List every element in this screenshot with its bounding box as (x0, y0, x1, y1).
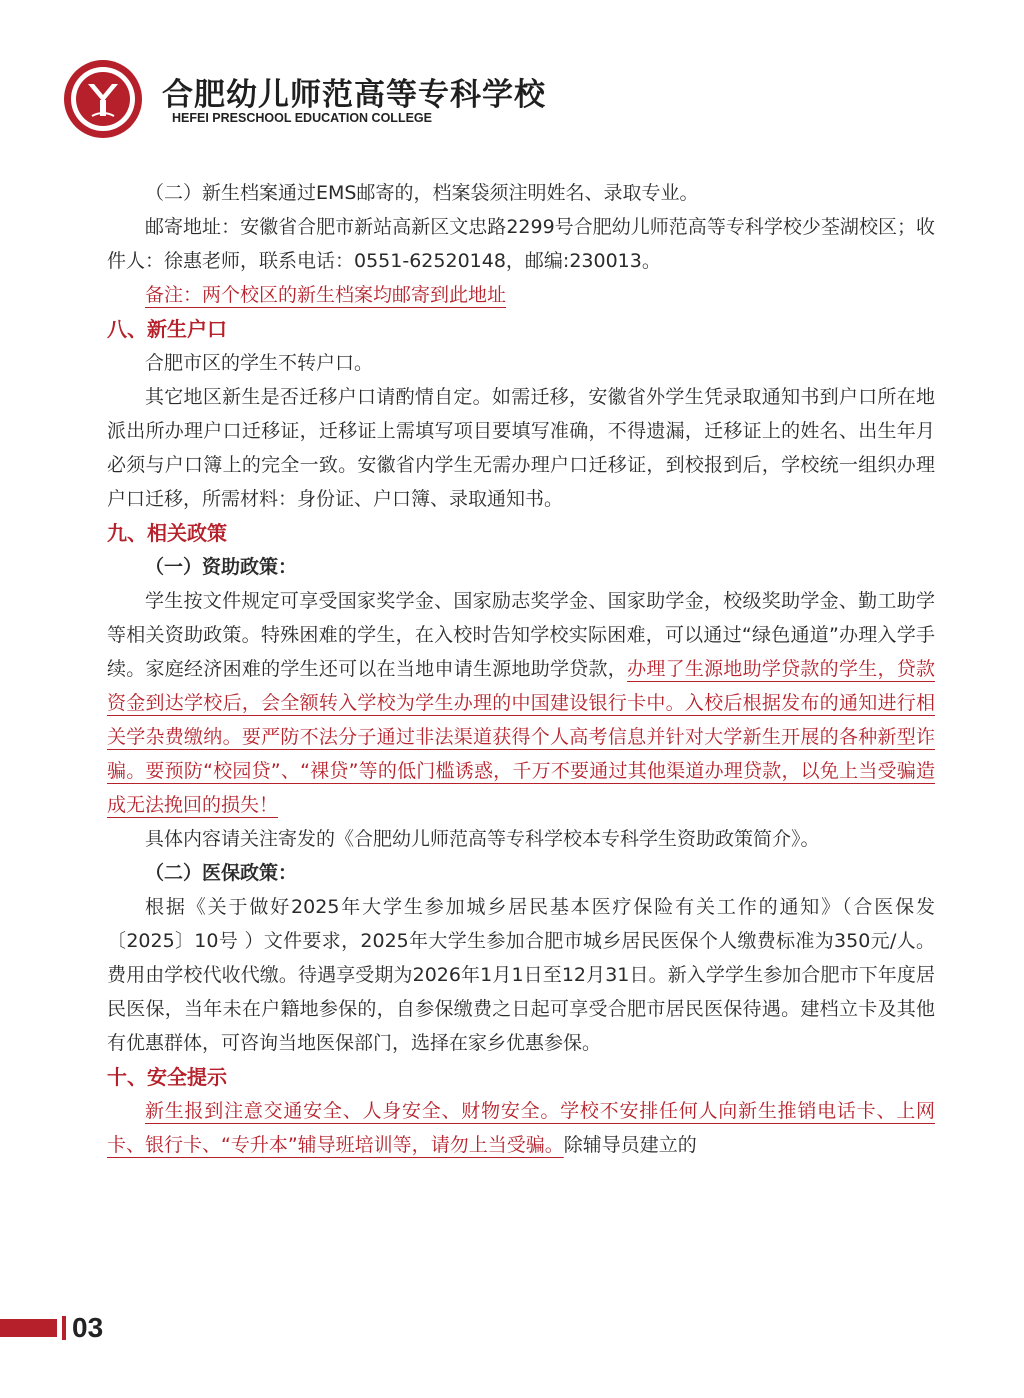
section-9-heading: 九、相关政策 (107, 521, 227, 545)
funding-policy-subheading: （一）资助政策： (145, 556, 298, 578)
note-paragraph (107, 278, 935, 312)
note-text: 备注：两个校区的新生档案均邮寄到此地址 (145, 284, 507, 306)
hukou-paragraph-2: 其它地区新生是否迁移户口请酌情自定。如需迁移，安徽省外学生凭录取通知书到户口所在地派出所办理户口迁移证，迁移证上需填写项目要填写准确，不得遗漏，迁移证上的姓名、出生年月必须与户口簿上的完全一致。安徽省内学生无需办理户口迁移证，到校报到后，学校统一组织办理户口迁移，所需材料：身份证、户口簿、录取通知书。 (107, 386, 935, 510)
school-name-cn: 合肥幼儿师范高等专科学校 (162, 77, 546, 113)
medical-insurance-paragraph: 根据《关于做好2025年大学生参加城乡居民基本医疗保险有关工作的通知》（合医保发〔2025〕10号 ）文件要求，2025年大学生参加合肥市城乡居民医保个人缴费标准为350元/人。费用由学校代收代缴。待遇享受期为2026年1月1日至12月31日。新入学学生参加合肥市下年度居民医保，当年未在户籍地参保的，自参保缴费之日起可享受合肥市居民医保待遇。建档立卡及其他有优惠群体，可咨询当地医保部门，选择在家乡优惠参保。 (107, 896, 935, 1054)
safety-warning-text: 新生报到注意交通安全、人身安全、财物安全。学校不安排任何人向新生推销电话卡、上网卡、银行卡、“专升本”辅导班培训等，请勿上当受骗。 (107, 1100, 935, 1156)
footer-separator (62, 1316, 66, 1340)
safety-continuation-text: 除辅导员建立的 (563, 1134, 697, 1156)
funding-brochure-paragraph: 具体内容请关注寄发的《合肥幼儿师范高等专科学校本专科学生资助政策简介》。 (145, 828, 820, 850)
funding-policy-text: 学生按文件规定可享受国家奖学金、国家励志奖学金、国家助学金，校级奖助学金、勤工助学等相关资助政策。特殊困难的学生，在入校时告知学校实际困难，可以通过“绿色通道”办理入学手续。家庭经济困难的学生还可以在当地申请生源地助学贷款， (107, 590, 935, 680)
medical-insurance-subheading: （二）医保政策： (145, 862, 298, 884)
section-8-heading: 八、新生户口 (107, 317, 227, 341)
safety-paragraph (107, 1094, 935, 1162)
hukou-paragraph-1: 合肥市区的学生不转户口。 (145, 352, 374, 374)
page-header (62, 55, 546, 135)
school-emblem-icon (62, 58, 144, 140)
footer-accent-bar (0, 1319, 57, 1337)
mailing-address-paragraph: 邮寄地址：安徽省合肥市新站高新区文忠路2299号合肥幼儿师范高等专科学校少荃湖校区；收件人：徐惠老师，联系电话：0551-62520148，邮编:230013。 (107, 216, 935, 272)
archive-mail-paragraph: （二）新生档案通过EMS邮寄的，档案袋须注明姓名、录取专业。 (145, 182, 699, 204)
document-body (107, 176, 935, 1162)
school-name-en: HEFEI PRESCHOOL EDUCATION COLLEGE (172, 111, 432, 125)
funding-policy-paragraph (107, 584, 935, 822)
loan-warning-text: 办理了生源地助学贷款的学生，贷款资金到达学校后，会全额转入学校为学生办理的中国建设银行卡中。入校后根据发布的通知进行相关学杂费缴纳。要严防不法分子通过非法渠道获得个人高考信息并针对大学新生开展的各种新型诈骗。要预防“校园贷”、“裸贷”等的低门槛诱惑，千万不要通过其他渠道办理贷款，以免上当受骗造成无法挽回的损失！ (107, 658, 935, 816)
page-number: 03 (72, 1312, 104, 1343)
section-10-heading: 十、安全提示 (107, 1065, 227, 1089)
